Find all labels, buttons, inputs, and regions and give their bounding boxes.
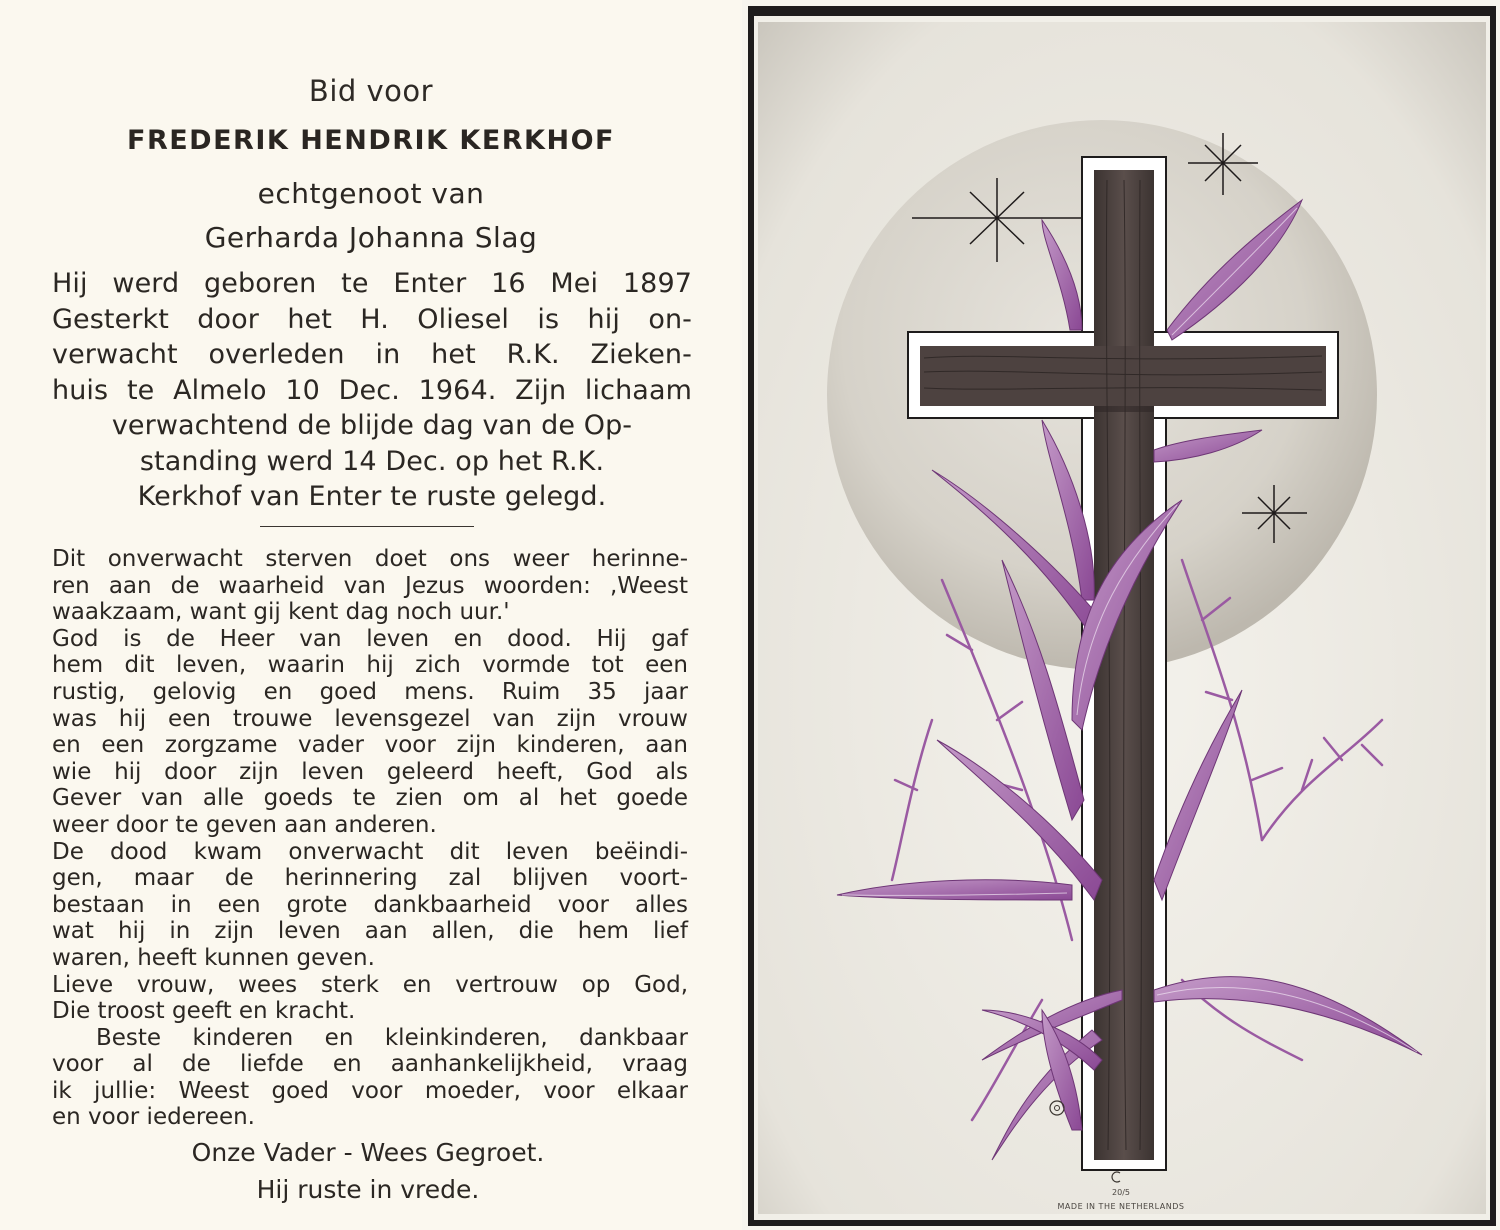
heading-block (0, 70, 742, 258)
closing-prayer: Onze Vader - Wees Gegroet. (191, 1138, 545, 1167)
biography (52, 266, 692, 515)
cross-illustration (742, 0, 1500, 1230)
memo-line: Gever van alle goeds te zien om al het goede (52, 785, 688, 812)
bio-line: Hij werd geboren te Enter 16 Mei 1897 (52, 268, 692, 299)
memo-line: en een zorgzame vader voor zijn kinderen, aan (52, 732, 688, 759)
text-page (0, 0, 742, 1230)
bio-line: Kerkhof van Enter te ruste gelegd. (137, 481, 607, 512)
memo-line: rustig, gelovig en goed mens. Ruim 35 jaar (52, 678, 688, 705)
bio-line: verwachtend de blijde dag van de Op- (111, 410, 633, 441)
prayer-intro: Bid voor (308, 74, 434, 108)
bio-line: Gesterkt door het H. Oliesel is hij on- (52, 303, 692, 335)
memo-line: hem dit leven, waarin hij zich vormde tot een (52, 652, 688, 679)
memo-line: en voor iedereen. (52, 1104, 255, 1131)
imprint-text: MADE IN THE NETHERLANDS (1057, 1202, 1185, 1211)
memorial-text (52, 546, 688, 1131)
memo-line: Beste kinderen en kleinkinderen, dankbaar (96, 1024, 688, 1051)
memo-line: Lieve vrouw, wees sterk en vertrouw op God, (52, 971, 688, 998)
illustration-card (742, 0, 1500, 1230)
memo-line: voor al de liefde en aanhankelijkheid, vraag (52, 1051, 688, 1078)
memo-line: God is de Heer van leven en dood. Hij gaf (52, 625, 688, 652)
memo-line: wat hij in zijn leven aan allen, die hem lief (52, 918, 688, 945)
memo-line: Dit onverwacht sterven doet ons weer herinne- (52, 546, 688, 572)
memo-line: De dood kwam onverwacht dit leven beëindi- (52, 838, 688, 865)
memo-line: ren aan de waarheid van Jezus woorden: ,Weest (52, 572, 688, 599)
memo-line: waren, heeft kunnen geven. (52, 944, 375, 971)
spouse-name: Gerharda Johanna Slag (204, 221, 538, 254)
deceased-name: FREDERIK HENDRIK KERKHOF (127, 125, 615, 156)
bio-line: huis te Almelo 10 Dec. 1964. Zijn lichaam (52, 374, 692, 406)
memo-line: wie hij door zijn leven geleerd heeft, God als (52, 758, 688, 785)
bio-line: verwacht overleden in het R.K. Zieken- (52, 339, 692, 370)
memo-line: Die troost geeft en kracht. (52, 998, 356, 1025)
bio-line: standing werd 14 Dec. op het R.K. (139, 445, 605, 477)
memo-line: weer door te geven aan anderen. (52, 811, 437, 838)
closing-blessing: Hij ruste in vrede. (256, 1175, 480, 1204)
relation-text: echtgenoot van (257, 177, 485, 210)
print-code: 20/5 (1112, 1188, 1130, 1197)
divider-rule (260, 526, 474, 527)
memo-line: gen, maar de herinnering zal blijven voort- (52, 865, 688, 892)
memo-line: bestaan in een grote dankbaarheid voor alles (52, 891, 688, 918)
memo-line: was hij een trouwe levensgezel van zijn vrouw (52, 705, 688, 732)
cross-horizontal-beam (920, 346, 1326, 406)
memo-line: waakzaam, want gij kent dag noch uur.' (52, 599, 510, 626)
memo-line: ik jullie: Weest goed voor moeder, voor elkaar (52, 1077, 688, 1104)
